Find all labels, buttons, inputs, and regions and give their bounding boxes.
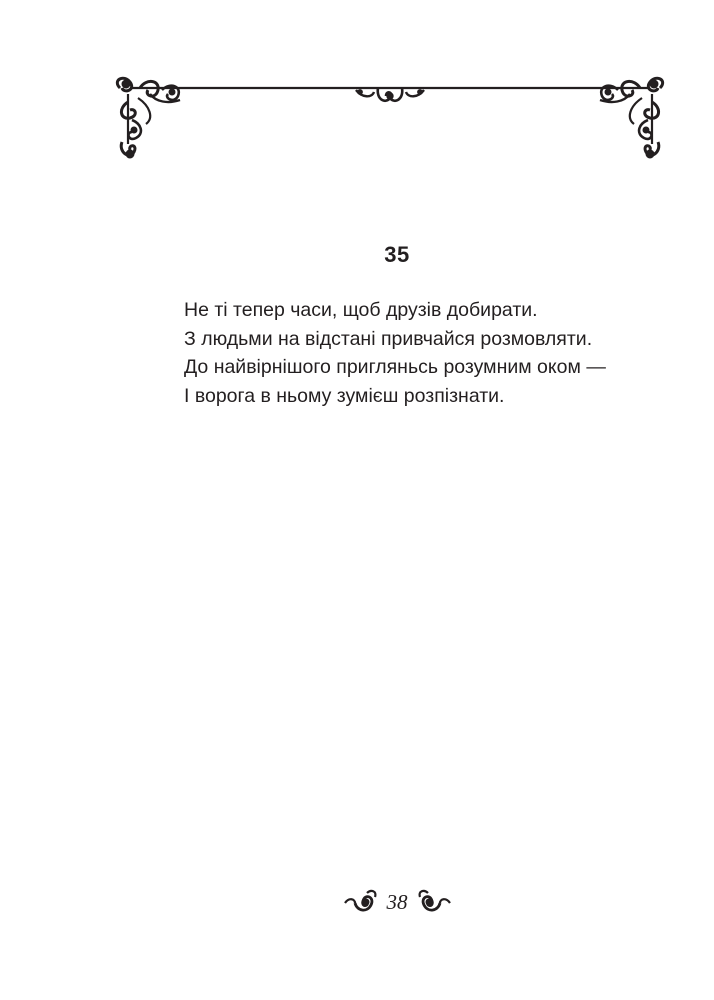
poem-line-2: З людьми на відстані привчайся розмовляти. [184,327,593,350]
flourish-right-icon [416,887,452,917]
poem-number: 35 [384,242,410,267]
page-number: 38 [386,889,408,914]
poem-stanza [184,296,684,410]
page-footer [0,884,714,920]
poem-line-1: Не ті тепер часи, щоб друзів добирати. [184,299,538,321]
right-corner-flourish-icon [600,78,663,158]
flourish-left-icon [343,887,379,917]
center-flourish-icon [356,88,424,101]
header-ornament-frame [110,72,670,168]
poem-line-3: До найвірнішого пригляньсь розумним оком — [184,356,606,378]
left-corner-flourish-icon [117,78,180,158]
poem-line-4: І ворога в ньому зумієш розпізнати. [184,384,505,407]
